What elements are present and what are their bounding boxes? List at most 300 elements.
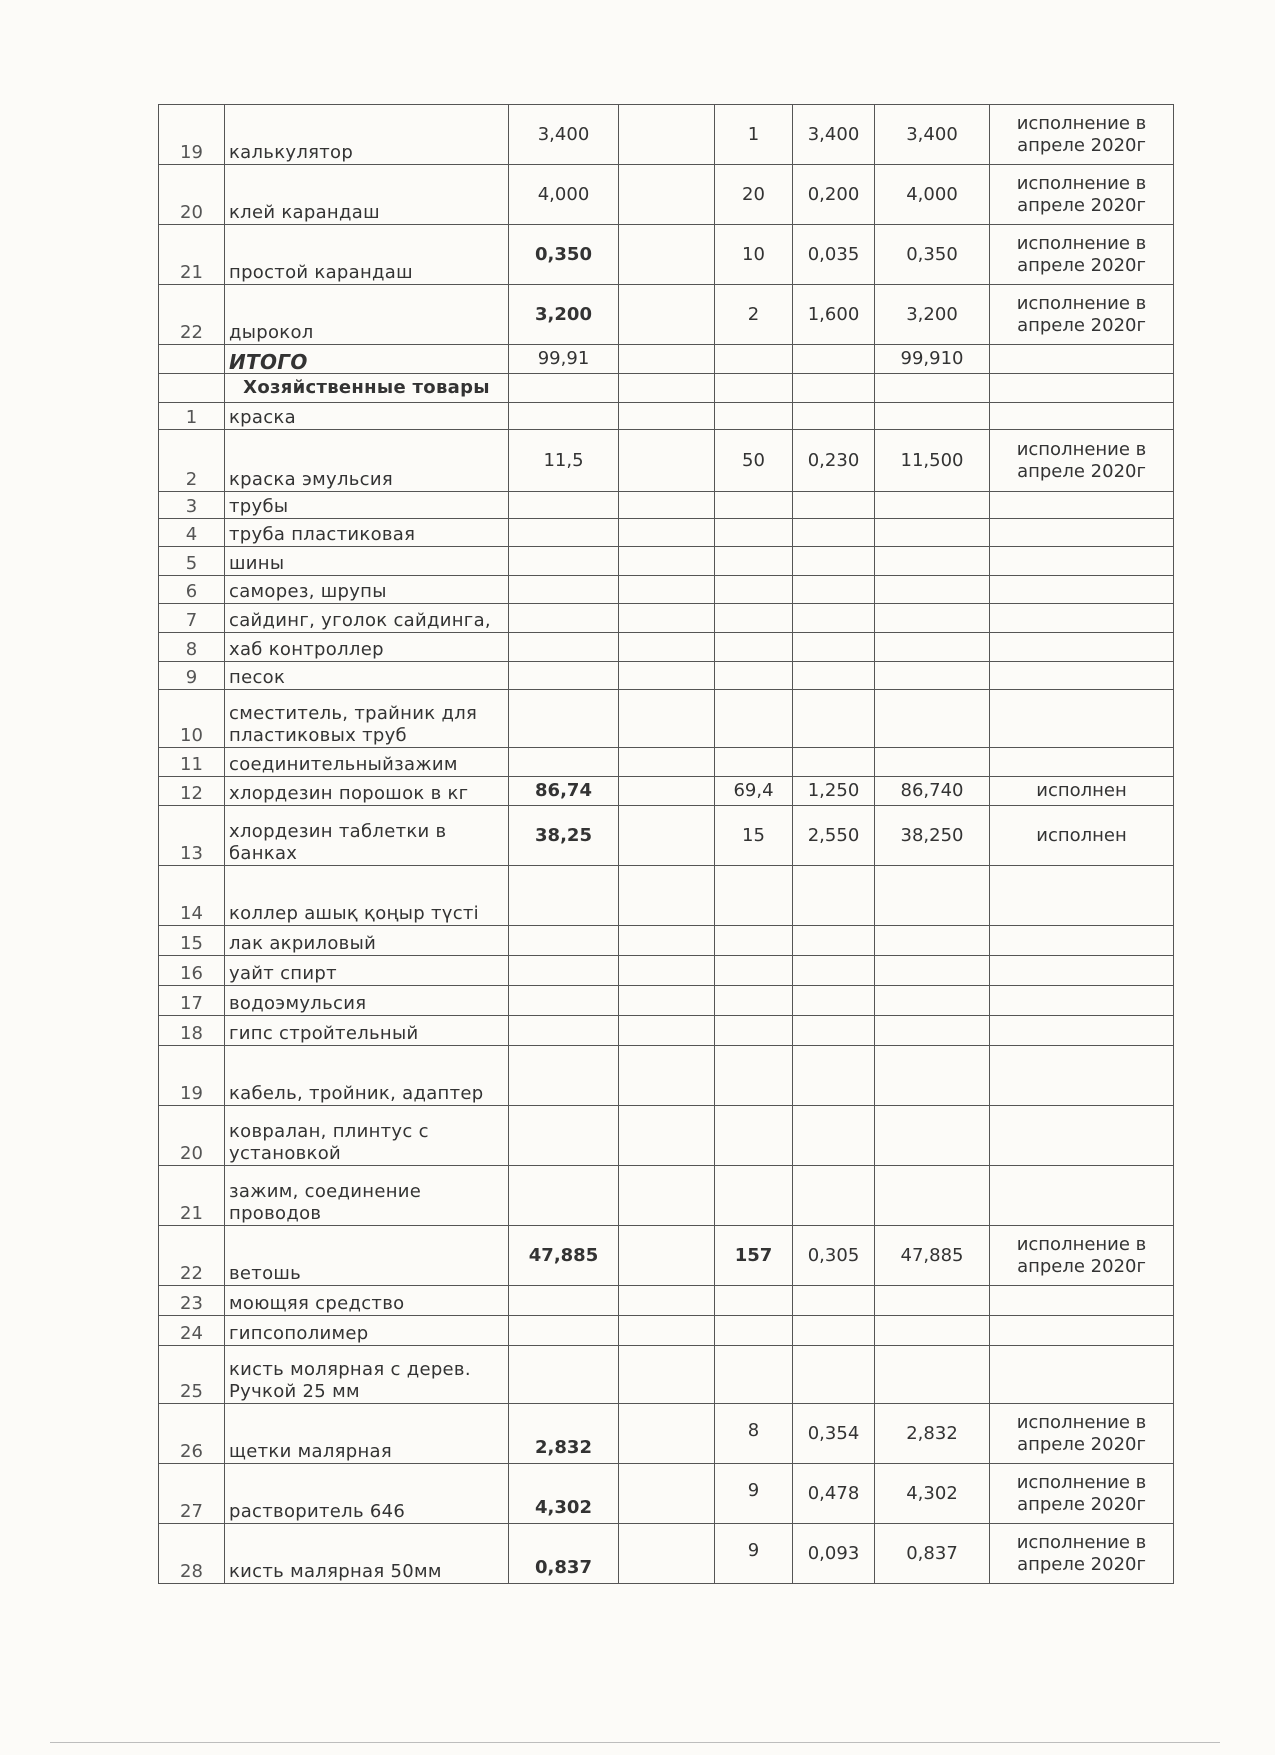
cell-total — [875, 1316, 990, 1346]
cell-total — [875, 1166, 990, 1226]
cell-amount: 3,200 — [509, 285, 619, 345]
cell-name: гипсополимер — [225, 1316, 509, 1346]
cell-number: 19 — [159, 105, 225, 165]
cell-qty: 10 — [715, 225, 793, 285]
cell-empty — [715, 374, 793, 403]
cell-amount — [509, 1046, 619, 1106]
cell-number: 25 — [159, 1346, 225, 1404]
cell-amount — [509, 1316, 619, 1346]
cell-empty — [619, 225, 715, 285]
cell-empty — [619, 285, 715, 345]
cell-price: 2,550 — [793, 806, 875, 866]
cell-total — [875, 492, 990, 519]
cell-number: 27 — [159, 1464, 225, 1524]
table-row — [159, 956, 1174, 986]
cell-empty — [619, 690, 715, 748]
cell-price — [793, 633, 875, 662]
cell-note: исполнение в апреле 2020г — [990, 430, 1174, 492]
cell-price: 0,305 — [793, 1226, 875, 1286]
cell-price — [793, 662, 875, 690]
cell-note — [990, 604, 1174, 633]
cell-price — [793, 1016, 875, 1046]
table-row — [159, 1524, 1174, 1584]
cell-empty — [619, 1046, 715, 1106]
cell-total — [875, 1016, 990, 1046]
cell-amount — [509, 866, 619, 926]
table-row — [159, 1316, 1174, 1346]
cell-price — [793, 866, 875, 926]
cell-note — [990, 345, 1174, 374]
table-row — [159, 690, 1174, 748]
cell-amount: 0,350 — [509, 225, 619, 285]
cell-name: моющяя средство — [225, 1286, 509, 1316]
cell-empty — [619, 1464, 715, 1524]
cell-name: коллер ашық қоңыр түсті — [225, 866, 509, 926]
cell-number: 21 — [159, 1166, 225, 1226]
cell-qty: 2 — [715, 285, 793, 345]
cell-number — [159, 345, 225, 374]
cell-note: исполнение в апреле 2020г — [990, 1226, 1174, 1286]
cell-total: 3,400 — [875, 105, 990, 165]
cell-note — [990, 403, 1174, 430]
cell-qty: 1 — [715, 105, 793, 165]
cell-empty — [619, 1346, 715, 1404]
cell-qty — [715, 1286, 793, 1316]
cell-total — [875, 547, 990, 576]
table-row — [159, 519, 1174, 547]
cell-note: исполнение в апреле 2020г — [990, 285, 1174, 345]
cell-note — [990, 956, 1174, 986]
cell-empty — [509, 374, 619, 403]
cell-amount — [509, 986, 619, 1016]
cell-total: 0,350 — [875, 225, 990, 285]
cell-note — [990, 1166, 1174, 1226]
cell-number: 22 — [159, 1226, 225, 1286]
cell-note — [990, 926, 1174, 956]
cell-empty — [619, 519, 715, 547]
table-row — [159, 547, 1174, 576]
cell-name: зажим, соединение проводов — [225, 1166, 509, 1226]
table-row — [159, 1226, 1174, 1286]
cell-name: гипс стройтельный — [225, 1016, 509, 1046]
total-row — [159, 345, 1174, 374]
cell-price: 0,354 — [793, 1404, 875, 1464]
cell-number: 22 — [159, 285, 225, 345]
cell-empty — [619, 777, 715, 806]
cell-note: исполнение в апреле 2020г — [990, 225, 1174, 285]
cell-name: краска — [225, 403, 509, 430]
cell-price — [793, 604, 875, 633]
cell-qty: 20 — [715, 165, 793, 225]
cell-amount — [509, 748, 619, 777]
table-row — [159, 662, 1174, 690]
cell-price — [793, 1106, 875, 1166]
cell-amount — [509, 519, 619, 547]
cell-amount: 4,302 — [509, 1464, 619, 1524]
cell-number: 10 — [159, 690, 225, 748]
cell-name: лак акриловый — [225, 926, 509, 956]
table-row — [159, 576, 1174, 604]
table-row — [159, 604, 1174, 633]
cell-empty — [619, 1316, 715, 1346]
cell-empty — [619, 1106, 715, 1166]
cell-amount — [509, 1106, 619, 1166]
cell-number: 14 — [159, 866, 225, 926]
cell-qty — [715, 547, 793, 576]
cell-qty — [715, 1346, 793, 1404]
cell-qty — [715, 576, 793, 604]
cell-price — [793, 1166, 875, 1226]
cell-total — [875, 604, 990, 633]
cell-name: ковралан, плинтус с установкой — [225, 1106, 509, 1166]
cell-empty — [619, 986, 715, 1016]
cell-total: 38,250 — [875, 806, 990, 866]
cell-empty — [619, 492, 715, 519]
cell-total — [875, 690, 990, 748]
cell-empty — [619, 547, 715, 576]
cell-name: калькулятор — [225, 105, 509, 165]
cell-empty — [793, 345, 875, 374]
table-row — [159, 806, 1174, 866]
cell-total: 4,302 — [875, 1464, 990, 1524]
cell-empty — [619, 165, 715, 225]
cell-empty — [619, 1226, 715, 1286]
cell-price — [793, 1046, 875, 1106]
cell-total: 3,200 — [875, 285, 990, 345]
cell-amount: 3,400 — [509, 105, 619, 165]
cell-number: 19 — [159, 1046, 225, 1106]
cell-number: 21 — [159, 225, 225, 285]
table-row — [159, 986, 1174, 1016]
cell-note: исполнение в апреле 2020г — [990, 1464, 1174, 1524]
cell-empty — [619, 403, 715, 430]
cell-empty — [619, 1404, 715, 1464]
cell-qty: 69,4 — [715, 777, 793, 806]
cell-name: песок — [225, 662, 509, 690]
cell-amount — [509, 926, 619, 956]
cell-amount — [509, 1286, 619, 1316]
cell-note — [990, 866, 1174, 926]
cell-name: дырокол — [225, 285, 509, 345]
cell-price — [793, 492, 875, 519]
cell-total — [875, 1346, 990, 1404]
cell-empty — [619, 1016, 715, 1046]
cell-empty — [619, 633, 715, 662]
cell-note — [990, 662, 1174, 690]
cell-price: 3,400 — [793, 105, 875, 165]
table-row — [159, 866, 1174, 926]
cell-total: 4,000 — [875, 165, 990, 225]
cell-number: 16 — [159, 956, 225, 986]
cell-qty: 157 — [715, 1226, 793, 1286]
table-row — [159, 1166, 1174, 1226]
cell-empty — [793, 374, 875, 403]
cell-total — [875, 748, 990, 777]
cell-note — [990, 519, 1174, 547]
cell-note: исполнение в апреле 2020г — [990, 1524, 1174, 1584]
cell-number: 8 — [159, 633, 225, 662]
section-title: Хозяйственные товары — [225, 374, 509, 403]
cell-amount: 86,74 — [509, 777, 619, 806]
cell-empty — [619, 866, 715, 926]
total-label: ИТОГО — [225, 345, 509, 374]
cell-name: сместитель, трайник для пластиковых труб — [225, 690, 509, 748]
cell-qty — [715, 633, 793, 662]
cell-note: исполнен — [990, 777, 1174, 806]
cell-empty — [619, 604, 715, 633]
cell-price: 0,230 — [793, 430, 875, 492]
table-row — [159, 748, 1174, 777]
cell-price — [793, 403, 875, 430]
cell-number: 4 — [159, 519, 225, 547]
cell-total: 99,910 — [875, 345, 990, 374]
cell-empty — [619, 576, 715, 604]
cell-total: 2,832 — [875, 1404, 990, 1464]
cell-qty — [715, 492, 793, 519]
cell-amount: 47,885 — [509, 1226, 619, 1286]
cell-name: кисть молярная с дерев. Ручкой 25 мм — [225, 1346, 509, 1404]
cell-number: 7 — [159, 604, 225, 633]
cell-number: 12 — [159, 777, 225, 806]
cell-name: сайдинг, уголок сайдинга, — [225, 604, 509, 633]
table-row — [159, 492, 1174, 519]
table-row — [159, 926, 1174, 956]
cell-qty — [715, 403, 793, 430]
cell-name: шины — [225, 547, 509, 576]
cell-qty: 8 — [715, 1404, 793, 1464]
cell-empty — [619, 1166, 715, 1226]
cell-empty — [619, 662, 715, 690]
cell-amount — [509, 1346, 619, 1404]
cell-amount — [509, 1166, 619, 1226]
cell-price — [793, 1286, 875, 1316]
page-bottom-line — [50, 1742, 1220, 1743]
cell-qty — [715, 690, 793, 748]
cell-empty — [619, 806, 715, 866]
table-row — [159, 403, 1174, 430]
cell-total: 47,885 — [875, 1226, 990, 1286]
cell-amount: 99,91 — [509, 345, 619, 374]
cell-name: трубы — [225, 492, 509, 519]
cell-qty — [715, 604, 793, 633]
cell-total — [875, 519, 990, 547]
cell-empty — [619, 1286, 715, 1316]
cell-empty — [619, 430, 715, 492]
cell-name: растворитель 646 — [225, 1464, 509, 1524]
cell-price — [793, 748, 875, 777]
cell-number: 17 — [159, 986, 225, 1016]
cell-qty — [715, 1046, 793, 1106]
cell-amount — [509, 690, 619, 748]
cell-number: 20 — [159, 1106, 225, 1166]
table-row — [159, 777, 1174, 806]
cell-name: простой карандаш — [225, 225, 509, 285]
cell-price — [793, 926, 875, 956]
cell-empty — [990, 374, 1174, 403]
cell-price: 1,250 — [793, 777, 875, 806]
cell-amount — [509, 576, 619, 604]
cell-qty — [715, 986, 793, 1016]
cell-number: 26 — [159, 1404, 225, 1464]
cell-total — [875, 926, 990, 956]
cell-empty — [715, 345, 793, 374]
cell-qty — [715, 748, 793, 777]
cell-note — [990, 1346, 1174, 1404]
cell-price: 0,478 — [793, 1464, 875, 1524]
cell-qty — [715, 1016, 793, 1046]
cell-note — [990, 748, 1174, 777]
cell-note — [990, 1016, 1174, 1046]
cell-empty — [619, 105, 715, 165]
cell-note: исполнение в апреле 2020г — [990, 1404, 1174, 1464]
table-row — [159, 1404, 1174, 1464]
cell-empty — [619, 956, 715, 986]
cell-price — [793, 690, 875, 748]
cell-number: 28 — [159, 1524, 225, 1584]
cell-empty — [619, 345, 715, 374]
cell-price: 1,600 — [793, 285, 875, 345]
cell-amount: 38,25 — [509, 806, 619, 866]
cell-name: хаб контроллер — [225, 633, 509, 662]
table-row — [159, 1346, 1174, 1404]
cell-note — [990, 1286, 1174, 1316]
cell-name: ветошь — [225, 1226, 509, 1286]
table-row — [159, 165, 1174, 225]
cell-name: хлордезин порошок в кг — [225, 777, 509, 806]
cell-note — [990, 986, 1174, 1016]
cell-note: исполнен — [990, 806, 1174, 866]
cell-total — [875, 633, 990, 662]
cell-empty — [619, 1524, 715, 1584]
cell-number — [159, 374, 225, 403]
cell-total — [875, 986, 990, 1016]
cell-price — [793, 576, 875, 604]
cell-total — [875, 576, 990, 604]
cell-empty — [619, 748, 715, 777]
cell-number: 13 — [159, 806, 225, 866]
cell-empty — [875, 374, 990, 403]
cell-number: 24 — [159, 1316, 225, 1346]
cell-price: 0,200 — [793, 165, 875, 225]
cell-qty — [715, 1316, 793, 1346]
cell-qty: 15 — [715, 806, 793, 866]
table-row — [159, 105, 1174, 165]
cell-name: водоэмульсия — [225, 986, 509, 1016]
cell-amount — [509, 403, 619, 430]
cell-qty: 9 — [715, 1464, 793, 1524]
cell-amount: 2,832 — [509, 1404, 619, 1464]
cell-name: клей карандаш — [225, 165, 509, 225]
cell-name: саморез, шрупы — [225, 576, 509, 604]
goods-table — [158, 104, 1174, 1584]
cell-number: 6 — [159, 576, 225, 604]
cell-price — [793, 986, 875, 1016]
cell-qty: 50 — [715, 430, 793, 492]
table-row — [159, 1106, 1174, 1166]
cell-note — [990, 1106, 1174, 1166]
cell-note: исполнение в апреле 2020г — [990, 105, 1174, 165]
cell-qty — [715, 866, 793, 926]
cell-amount — [509, 633, 619, 662]
cell-note — [990, 1046, 1174, 1106]
cell-name: хлордезин таблетки в банках — [225, 806, 509, 866]
goods-table-body — [159, 105, 1174, 1584]
cell-name: кабель, тройник, адаптер — [225, 1046, 509, 1106]
cell-number: 11 — [159, 748, 225, 777]
table-row — [159, 1016, 1174, 1046]
cell-total — [875, 662, 990, 690]
table-row — [159, 430, 1174, 492]
cell-qty: 9 — [715, 1524, 793, 1584]
cell-amount: 11,5 — [509, 430, 619, 492]
cell-total — [875, 1046, 990, 1106]
cell-number: 20 — [159, 165, 225, 225]
cell-price: 0,035 — [793, 225, 875, 285]
cell-number: 5 — [159, 547, 225, 576]
cell-note — [990, 690, 1174, 748]
cell-total — [875, 956, 990, 986]
cell-name: соединительныйзажим — [225, 748, 509, 777]
cell-amount — [509, 662, 619, 690]
table-row — [159, 1286, 1174, 1316]
table-row — [159, 1046, 1174, 1106]
cell-number: 1 — [159, 403, 225, 430]
cell-empty — [619, 374, 715, 403]
table-row — [159, 225, 1174, 285]
cell-note — [990, 576, 1174, 604]
cell-name: уайт спирт — [225, 956, 509, 986]
cell-note — [990, 492, 1174, 519]
cell-price: 0,093 — [793, 1524, 875, 1584]
cell-qty — [715, 1106, 793, 1166]
cell-total: 11,500 — [875, 430, 990, 492]
cell-price — [793, 1346, 875, 1404]
cell-number: 23 — [159, 1286, 225, 1316]
cell-name: щетки малярная — [225, 1404, 509, 1464]
cell-total: 86,740 — [875, 777, 990, 806]
cell-note — [990, 547, 1174, 576]
section-row — [159, 374, 1174, 403]
table-row — [159, 285, 1174, 345]
cell-note — [990, 1316, 1174, 1346]
cell-number: 2 — [159, 430, 225, 492]
cell-number: 15 — [159, 926, 225, 956]
cell-price — [793, 1316, 875, 1346]
cell-price — [793, 956, 875, 986]
cell-note — [990, 633, 1174, 662]
cell-amount — [509, 956, 619, 986]
cell-qty — [715, 662, 793, 690]
cell-name: труба пластиковая — [225, 519, 509, 547]
cell-note: исполнение в апреле 2020г — [990, 165, 1174, 225]
cell-total — [875, 403, 990, 430]
cell-qty — [715, 1166, 793, 1226]
cell-amount — [509, 1016, 619, 1046]
cell-qty — [715, 956, 793, 986]
cell-amount — [509, 492, 619, 519]
cell-amount: 0,837 — [509, 1524, 619, 1584]
cell-total — [875, 866, 990, 926]
cell-number: 9 — [159, 662, 225, 690]
cell-qty — [715, 926, 793, 956]
cell-price — [793, 547, 875, 576]
cell-number: 18 — [159, 1016, 225, 1046]
cell-total — [875, 1106, 990, 1166]
cell-total — [875, 1286, 990, 1316]
cell-amount: 4,000 — [509, 165, 619, 225]
cell-number: 3 — [159, 492, 225, 519]
cell-empty — [619, 926, 715, 956]
